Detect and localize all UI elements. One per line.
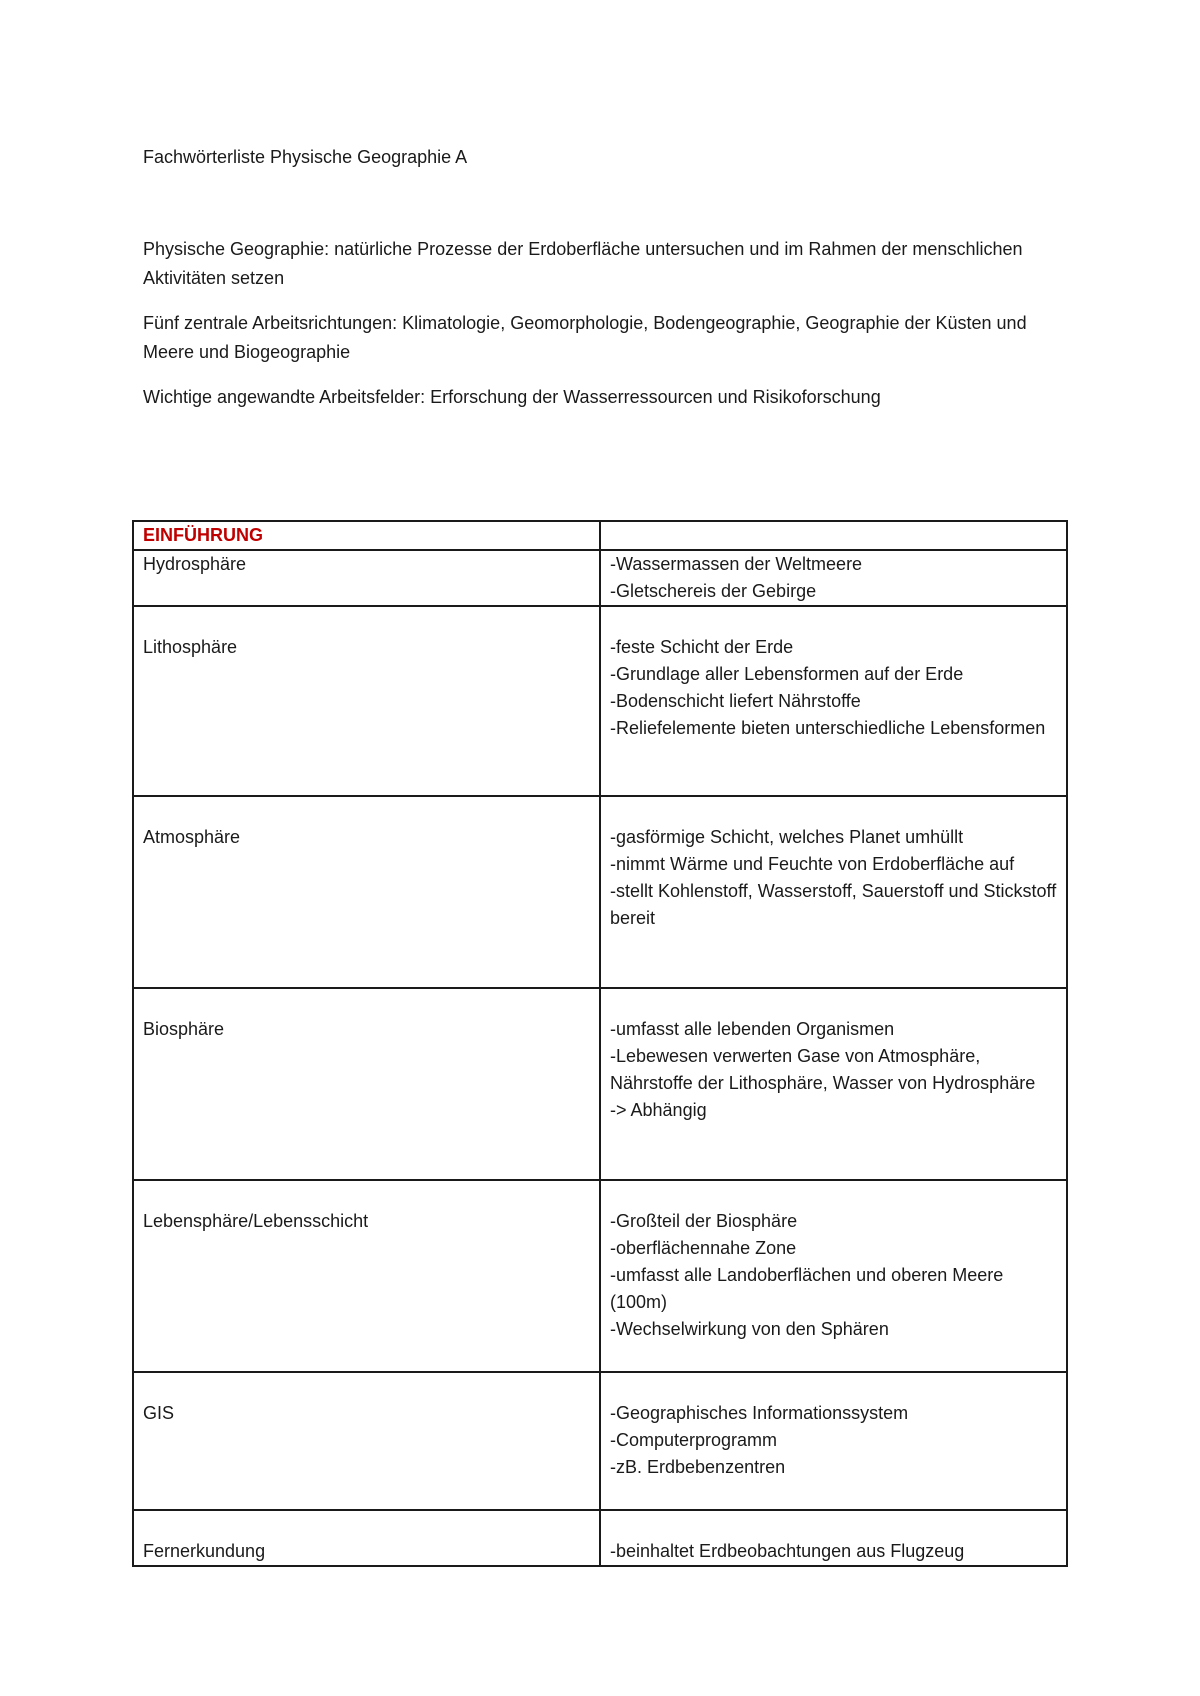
term-label: GIS [143, 1403, 175, 1423]
definition-cell [600, 1510, 1067, 1566]
term-label: Hydrosphäre [143, 554, 247, 574]
definition-line: -Reliefelemente bieten unterschiedliche Lebensformen [610, 718, 1046, 738]
term-cell [133, 1510, 600, 1566]
definition-line: -beinhaltet Erdbeobachtungen aus Flugzeug [610, 1541, 965, 1561]
glossary-table [132, 520, 1068, 1567]
term-label: Lithosphäre [143, 637, 238, 657]
definition-cell [600, 606, 1067, 796]
intro-section [143, 235, 1073, 428]
term-cell [133, 796, 600, 988]
term-label: Biosphäre [143, 1019, 225, 1039]
intro-paragraph: Physische Geographie: natürliche Prozesse der Erdoberfläche untersuchen und im Rahmen der menschlichen Aktivitäten setzen [143, 239, 1023, 288]
table-header-row [133, 521, 1067, 550]
table-row [133, 796, 1067, 988]
definition-cell [600, 988, 1067, 1180]
table-row [133, 606, 1067, 796]
table-row [133, 988, 1067, 1180]
definition-line: -Lebewesen verwerten Gase von Atmosphäre, Nährstoffe der Lithosphäre, Wasser von Hydrosphäre [610, 1046, 1036, 1093]
term-cell [133, 988, 600, 1180]
definition-cell [600, 550, 1067, 606]
definition-cell [600, 1180, 1067, 1372]
definition-line: -Gletschereis der Gebirge [610, 581, 817, 601]
definition-line: -oberflächennahe Zone [610, 1238, 797, 1258]
definition-line: -Computerprogramm [610, 1430, 778, 1450]
definition-line: -stellt Kohlenstoff, Wasserstoff, Sauerstoff und Stickstoff bereit [610, 881, 1057, 928]
definition-line: -Großteil der Biosphäre [610, 1211, 798, 1231]
definition-line: -Wassermassen der Weltmeere [610, 554, 863, 574]
definition-line: -Bodenschicht liefert Nährstoffe [610, 691, 861, 711]
term-cell [133, 550, 600, 606]
term-label: Atmosphäre [143, 827, 241, 847]
term-label: Lebensphäre/Lebensschicht [143, 1211, 369, 1231]
term-label: Fernerkundung [143, 1541, 266, 1561]
term-cell [133, 1372, 600, 1510]
table-row [133, 550, 1067, 606]
document-title: Fachwörterliste Physische Geographie A [143, 147, 468, 167]
definition-cell [600, 1372, 1067, 1510]
definition-line: -umfasst alle lebenden Organismen [610, 1019, 895, 1039]
table-row [133, 1180, 1067, 1372]
table-row [133, 1510, 1067, 1566]
definition-line: -nimmt Wärme und Feuchte von Erdoberfläche auf [610, 854, 1015, 874]
definition-line: -feste Schicht der Erde [610, 637, 794, 657]
definition-line: -Grundlage aller Lebensformen auf der Erde [610, 664, 964, 684]
term-cell [133, 1180, 600, 1372]
definition-line: -umfasst alle Landoberflächen und oberen Meere (100m) [610, 1265, 1004, 1312]
empty-header-cell [600, 521, 1067, 550]
intro-paragraph: Fünf zentrale Arbeitsrichtungen: Klimatologie, Geomorphologie, Bodengeographie, Geographie der Küsten und Meere und Biogeographie [143, 313, 1027, 362]
definition-cell [600, 796, 1067, 988]
definition-line: -zB. Erdbebenzentren [610, 1457, 786, 1477]
table-row [133, 1372, 1067, 1510]
definition-line: -> Abhängig [610, 1100, 707, 1120]
section-title: EINFÜHRUNG [133, 521, 600, 550]
term-cell [133, 606, 600, 796]
definition-line: -Wechselwirkung von den Sphären [610, 1319, 889, 1339]
intro-paragraph: Wichtige angewandte Arbeitsfelder: Erforschung der Wasserressourcen und Risikoforschung [143, 387, 881, 407]
definition-line: -Geographisches Informationssystem [610, 1403, 909, 1423]
definition-line: -gasförmige Schicht, welches Planet umhüllt [610, 827, 964, 847]
